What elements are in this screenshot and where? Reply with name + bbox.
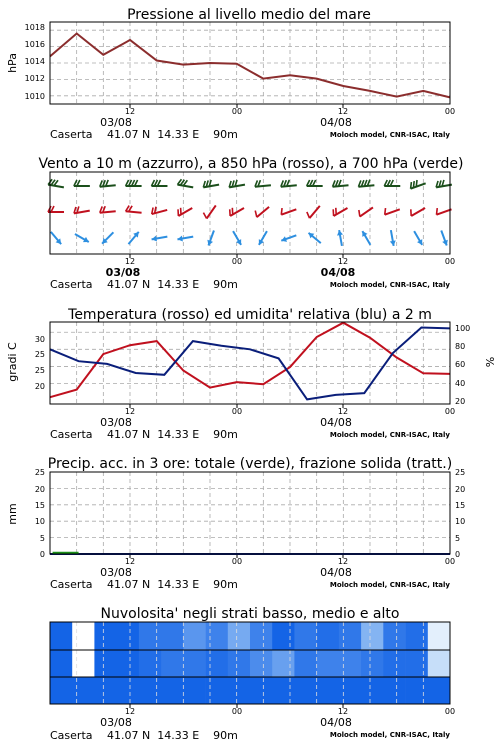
temperature-ylabel: gradi C [6, 342, 19, 382]
coords-label: 41.07 N 14.33 E 90m [107, 428, 238, 441]
precip-ytick: 5 [39, 534, 45, 543]
date-label: 03/08 [100, 416, 132, 429]
precip-ytick: 15 [34, 501, 45, 510]
humidity-ytick: 80 [455, 342, 466, 351]
cloud-cell [317, 650, 340, 677]
wind-barb [178, 208, 192, 216]
cloud-cell [339, 650, 362, 677]
date-label: 03/08 [105, 266, 141, 279]
cloud-cell [50, 650, 73, 677]
cloud-cell [361, 677, 384, 704]
wind-barb [177, 236, 193, 242]
cloud-cell [272, 622, 295, 650]
location-label: Caserta [50, 428, 93, 441]
cloud-cell [361, 650, 384, 677]
wind-barb-flag [255, 211, 257, 218]
wind-barb [151, 180, 167, 186]
humidity-ylabel: % [483, 356, 496, 368]
location-label: Caserta [50, 578, 93, 591]
humidity-ytick: 100 [455, 324, 471, 333]
cloud-cell [272, 650, 295, 677]
cloud-cell [72, 650, 95, 677]
temperature-ytick: 25 [34, 350, 45, 359]
wind-barb [51, 232, 61, 244]
date-label: 03/08 [100, 116, 132, 129]
wind-barb [177, 179, 193, 187]
wind-barb-shaft [126, 211, 142, 212]
precip-grid [50, 472, 450, 558]
wind-barb [100, 206, 116, 213]
wind-barb [307, 206, 320, 218]
pressure-footer [50, 107, 455, 141]
xtick-label: 12 [124, 557, 136, 566]
cloud-cell [228, 677, 251, 704]
model-label: Moloch model, CNR-ISAC, Italy [329, 581, 450, 589]
wind-barb [436, 208, 451, 215]
cloud-cell [183, 677, 206, 704]
wind-barb [333, 208, 347, 216]
wind-barb [281, 235, 296, 242]
xtick-label: 12 [337, 407, 349, 416]
wind-barb-flag [416, 180, 417, 187]
cloud-cell [206, 677, 229, 704]
cloud-cell [72, 677, 95, 704]
cloud-cell [161, 677, 184, 704]
temperature-series [50, 323, 450, 400]
humidity-ytick: 40 [455, 379, 466, 388]
cloud-cell [406, 650, 429, 677]
wind-barb-flag [307, 212, 310, 218]
cloud-cell [228, 622, 251, 650]
precip-footer [50, 557, 455, 591]
cloud-cell [428, 622, 451, 650]
wind-barb [281, 208, 296, 215]
location-label: Caserta [50, 128, 93, 141]
temperature-footer [50, 407, 455, 441]
temperature-title: Temperatura (rosso) ed umidita' relativa (blu) a 2 m [68, 307, 432, 323]
wind-barb [337, 230, 343, 246]
cloud-title: Nuvolosita' negli strati basso, medio e alto [100, 606, 400, 622]
cloud-cell [406, 622, 429, 650]
cloud-cell [206, 622, 229, 650]
cloud-cell [161, 650, 184, 677]
cloud-cell [294, 677, 317, 704]
wind-barb-flag [281, 208, 282, 215]
wind-barb [309, 233, 321, 243]
wind-barb-shaft [436, 209, 451, 214]
precip-ytick: 10 [34, 517, 45, 526]
wind-footer [50, 257, 455, 291]
wind-barb-shaft [310, 206, 320, 218]
wind-barb [126, 206, 142, 213]
precip-ylabel: mm [6, 503, 19, 525]
cloud-cell [206, 650, 229, 677]
wind-barb [384, 180, 400, 186]
pressure-yticks [25, 23, 45, 101]
temperature-yticks [35, 335, 45, 391]
wind-barb-flag [413, 181, 414, 188]
pressure-line [50, 34, 450, 98]
xtick-label: 12 [337, 557, 349, 566]
date-label: 03/08 [100, 716, 132, 729]
wind-barb [255, 207, 269, 217]
wind-barb [359, 207, 373, 216]
xtick-label: 00 [231, 407, 243, 416]
xtick-label: 12 [124, 707, 136, 716]
temperature-ytick: 30 [34, 335, 45, 344]
wind-barb-flag [359, 210, 360, 217]
wind-barb-shaft [74, 211, 90, 214]
precip-frame [50, 472, 450, 554]
xtick-label: 12 [124, 407, 136, 416]
date-label: 04/08 [320, 116, 352, 129]
coords-label: 41.07 N 14.33 E 90m [107, 128, 238, 141]
cloud-cell [250, 650, 273, 677]
cloud-cell [94, 650, 117, 677]
wind-barb-shaft [177, 185, 193, 188]
precip-ytick: 25 [34, 468, 45, 477]
wind-barb-shaft [360, 207, 373, 216]
wind-barb [385, 208, 400, 215]
wind-barb [411, 208, 425, 216]
cloud-cell [383, 677, 406, 704]
temperature-panel [6, 307, 496, 441]
cloud-cell [50, 677, 73, 704]
wind-barb [152, 236, 168, 242]
cloud-cell [117, 677, 140, 704]
wind-barb-shaft [152, 210, 167, 214]
cloud-cell [383, 650, 406, 677]
wind-barb-flag [436, 208, 437, 215]
cloud-cell [72, 622, 95, 650]
wind-barb [207, 230, 214, 245]
wind-barb [100, 180, 116, 187]
wind-barb-flag [385, 208, 386, 215]
wind-barb [229, 180, 245, 187]
wind-barb-flag [411, 182, 412, 189]
precip-ytick: 0 [39, 550, 45, 559]
date-label: 04/08 [320, 716, 352, 729]
wind-barbs [48, 179, 452, 246]
coords-label: 41.07 N 14.33 E 90m [107, 278, 238, 291]
cloud-cell [139, 622, 162, 650]
humidity-yticks [455, 324, 470, 406]
cloud-cell [294, 650, 317, 677]
cloud-cell [183, 622, 206, 650]
precip-ytick-right: 20 [455, 485, 466, 494]
xtick-label: 00 [444, 557, 456, 566]
xtick-label: 00 [444, 707, 456, 716]
cloud-cell [139, 677, 162, 704]
cloud-cell [272, 677, 295, 704]
pressure-ytick: 1014 [24, 57, 45, 66]
wind-barb [307, 180, 323, 186]
wind-barb [259, 231, 267, 245]
date-label: 04/08 [320, 416, 352, 429]
wind-barb-shaft [385, 209, 400, 214]
wind-barb [102, 232, 113, 243]
cloud-heatmap [50, 622, 450, 704]
xtick-label: 00 [444, 407, 456, 416]
pressure-ylabel: hPa [6, 53, 19, 73]
humidity-ytick: 20 [455, 397, 466, 406]
humidity-ytick: 60 [455, 360, 466, 369]
model-label: Moloch model, CNR-ISAC, Italy [329, 281, 450, 289]
wind-barb [362, 231, 370, 245]
precip-ytick: 20 [34, 485, 45, 494]
xtick-label: 12 [337, 707, 349, 716]
cloud-cell [294, 622, 317, 650]
precip-yticks [35, 468, 465, 559]
precip-ytick-right: 10 [455, 517, 466, 526]
wind-title: Vento a 10 m (azzurro), a 850 hPa (rosso), a 700 hPa (verde) [38, 156, 464, 172]
cloud-cell [339, 677, 362, 704]
cloud-cell [183, 650, 206, 677]
cloud-cell [117, 622, 140, 650]
pressure-ytick: 1010 [24, 92, 45, 101]
xtick-label: 00 [231, 557, 243, 566]
cloud-cell [361, 622, 384, 650]
cloud-cell [428, 677, 451, 704]
precip-title: Precip. acc. in 3 ore: totale (verde), frazione solida (tratt.) [47, 456, 453, 472]
wind-barb [126, 180, 142, 186]
wind-panel [38, 156, 463, 291]
wind-barb [358, 180, 374, 187]
temperature-line [50, 323, 450, 398]
wind-barb-shaft [207, 205, 216, 218]
date-label: 04/08 [320, 566, 352, 579]
temperature-frame [50, 322, 450, 404]
wind-barb [333, 180, 349, 187]
xtick-label: 12 [337, 107, 349, 116]
cloud-cell [139, 650, 162, 677]
wind-barb [441, 230, 448, 245]
cloud-cell [228, 650, 251, 677]
cloud-footer [50, 707, 455, 742]
coords-label: 41.07 N 14.33 E 90m [107, 578, 238, 591]
xtick-label: 12 [124, 107, 136, 116]
cloud-cell [94, 677, 117, 704]
temperature-ytick: 20 [34, 382, 45, 391]
cloud-cell [406, 677, 429, 704]
cloud-cell [50, 622, 73, 650]
pressure-ytick: 1012 [24, 74, 45, 83]
pressure-ytick: 1018 [24, 23, 45, 32]
cloud-cell [339, 622, 362, 650]
cloud-cell [250, 677, 273, 704]
date-label: 04/08 [320, 266, 356, 279]
cloud-cell [94, 622, 117, 650]
cloud-cell [117, 650, 140, 677]
xtick-label: 00 [444, 257, 456, 266]
cloud-panel [50, 606, 455, 742]
pressure-ytick: 1016 [24, 40, 45, 49]
precip-ytick-right: 25 [455, 468, 466, 477]
precip-ytick-right: 15 [455, 501, 466, 510]
wind-barb [414, 231, 422, 245]
pressure-panel [6, 7, 455, 141]
wind-barb-shaft [281, 209, 296, 214]
wind-barb [152, 207, 167, 214]
model-label: Moloch model, CNR-ISAC, Italy [329, 731, 450, 739]
cloud-cell [250, 622, 273, 650]
precip-ytick-right: 0 [455, 550, 461, 559]
wind-barb-flag [203, 213, 206, 219]
cloud-cell [161, 622, 184, 650]
precip-ytick-right: 5 [455, 534, 461, 543]
wind-barb-shaft [203, 185, 219, 188]
xtick-label: 12 [124, 257, 136, 266]
xtick-label: 00 [444, 107, 456, 116]
wind-barb [203, 180, 219, 187]
model-label: Moloch model, CNR-ISAC, Italy [329, 131, 450, 139]
precip-panel [6, 456, 465, 591]
date-label: 03/08 [100, 566, 132, 579]
cloud-cell [317, 622, 340, 650]
xtick-label: 00 [231, 707, 243, 716]
xtick-label: 00 [231, 257, 243, 266]
wind-barb [281, 180, 297, 187]
location-label: Caserta [50, 729, 93, 742]
temperature-ytick: 25 [34, 366, 45, 375]
coords-label: 41.07 N 14.33 E 90m [107, 729, 238, 742]
pressure-title: Pressione al livello medio del mare [127, 7, 371, 23]
model-label: Moloch model, CNR-ISAC, Italy [329, 431, 450, 439]
cloud-cell [428, 650, 451, 677]
wind-barb [233, 231, 241, 245]
humidity-line [50, 328, 450, 400]
pressure-series [50, 34, 450, 98]
cloud-cell [317, 677, 340, 704]
wind-barb [390, 230, 396, 246]
xtick-label: 00 [231, 107, 243, 116]
xtick-label: 12 [337, 257, 349, 266]
cloud-cell [383, 622, 406, 650]
location-label: Caserta [50, 278, 93, 291]
wind-barb-shaft [229, 185, 245, 188]
